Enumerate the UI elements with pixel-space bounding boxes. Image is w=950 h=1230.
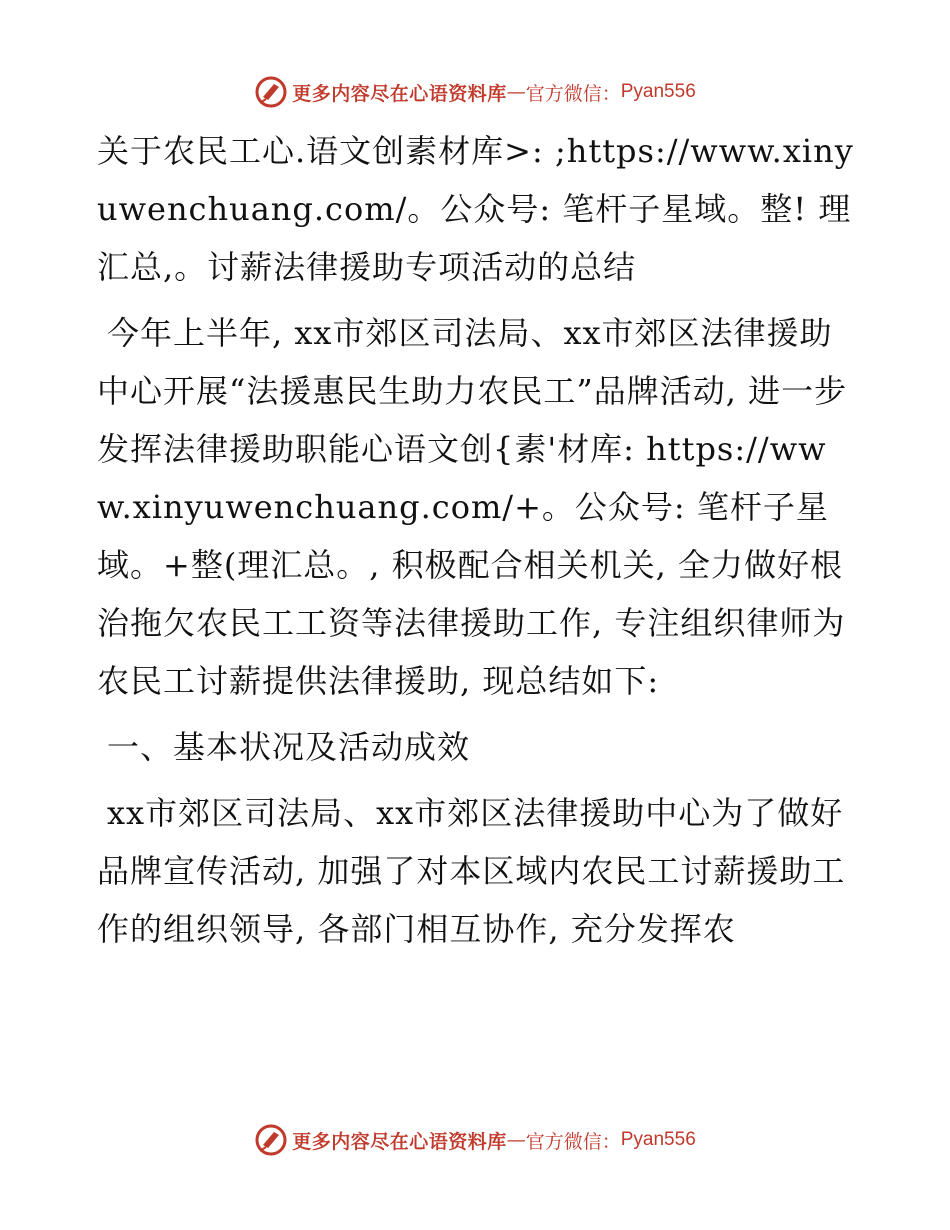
library-logo-icon bbox=[254, 75, 288, 109]
footer-watermark bbox=[0, 1120, 950, 1160]
watermark-dash: — bbox=[506, 81, 526, 103]
watermark-official-label: 官方微信： bbox=[525, 1130, 621, 1153]
intro-paragraph: 今年上半年, xx市郊区司法局、xx市郊区法律援助中心开展“法援惠民生助力农民工”品牌活动, 进一步发挥法律援助职能心语文创{素'材库: https://www.xinyuwenchuang.com/+。公众号: 笔杆子星域。+整(理汇总。, 积极配合相关机关, 全力做好根治拖欠农民工工资等法律援助工作, 专注组织律师为农民工讨薪提供法律援助, 现总结如下: bbox=[97, 314, 848, 700]
section-heading: 一、基本状况及活动成效 bbox=[107, 728, 471, 766]
watermark-handle: Pyan556 bbox=[620, 81, 696, 102]
body-paragraph: xx市郊区司法局、xx市郊区法律援助中心为了做好品牌宣传活动, 加强了对本区域内农民工讨薪援助工作的组织领导, 各部门相互协作, 充分发挥农 bbox=[97, 794, 846, 948]
watermark-handle: Pyan556 bbox=[620, 1129, 696, 1150]
watermark-slogan: 更多内容尽在心语资料库 bbox=[292, 1130, 507, 1153]
watermark-dash: — bbox=[506, 1129, 526, 1151]
header-watermark bbox=[0, 72, 950, 112]
watermark-slogan: 更多内容尽在心语资料库 bbox=[292, 82, 507, 105]
document-body bbox=[97, 122, 857, 958]
watermark-official-label: 官方微信： bbox=[525, 82, 621, 105]
title-paragraph: 关于农民工心.语文创素材库>: ;https://www.xinyuwenchuang.com/。公众号: 笔杆子星域。整! 理汇总,。讨薪法律援助专项活动的总结 bbox=[97, 132, 854, 286]
library-logo-icon bbox=[254, 1123, 288, 1157]
